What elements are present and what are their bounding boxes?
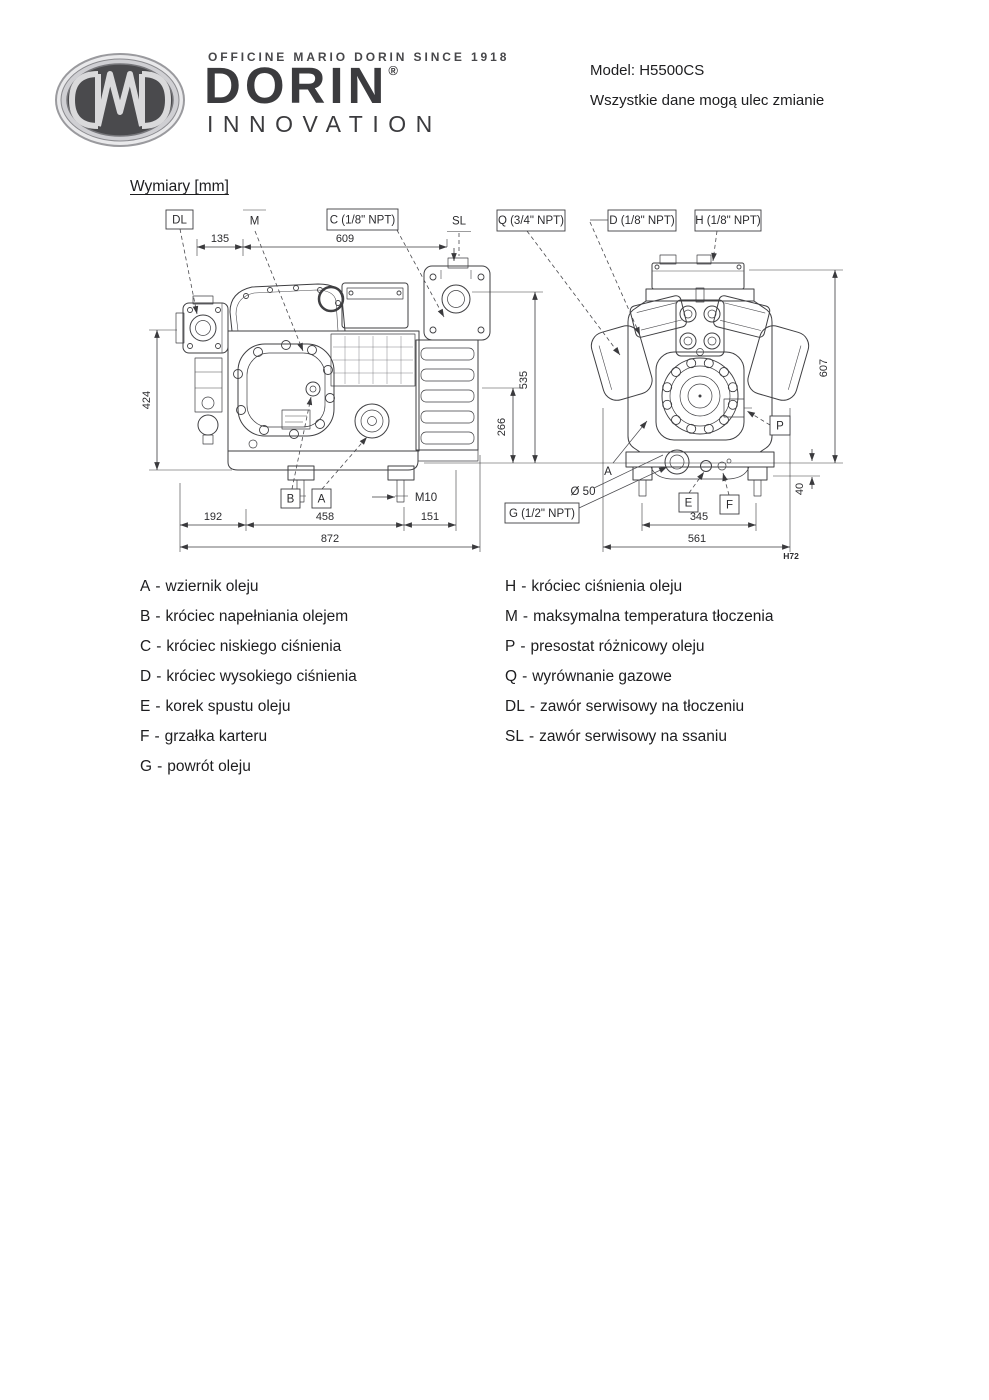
legend-desc: maksymalna temperatura tłoczenia — [533, 608, 774, 625]
brand-text: DORIN — [204, 57, 389, 114]
legend-left-column — [140, 572, 357, 782]
dim-151: 151 — [420, 511, 440, 523]
label-f: F — [725, 499, 734, 512]
legend-desc: króciec niskiego ciśnienia — [166, 638, 342, 655]
legend-item-a — [140, 572, 357, 602]
legend-desc: grzałka karteru — [164, 728, 268, 745]
legend-item-f — [140, 722, 357, 752]
dim-192: 192 — [203, 511, 223, 523]
dim-607: 607 — [818, 358, 830, 378]
legend-separator: - — [155, 698, 161, 715]
legend-item-p — [505, 632, 773, 662]
front-view-drawing — [588, 255, 812, 496]
legend-key: C — [140, 638, 152, 655]
dim-266: 266 — [496, 417, 508, 437]
legend-desc: zawór serwisowy na ssaniu — [539, 728, 727, 745]
legend-item-q — [505, 662, 773, 692]
legend-separator: - — [154, 728, 160, 745]
label-m: M — [249, 215, 260, 228]
label-d: D (1/8" NPT) — [609, 215, 675, 227]
legend-desc: króciec ciśnienia oleju — [531, 578, 683, 595]
legend-separator: - — [157, 758, 163, 775]
model-line: Model: H5500CS — [590, 62, 705, 79]
legend-key: B — [140, 608, 151, 625]
legend-separator: - — [155, 578, 161, 595]
label-dl: DL — [172, 214, 187, 227]
legend-key: A — [140, 578, 151, 595]
label-q: Q (3/4" NPT) — [497, 215, 565, 227]
label-m10: M10 — [414, 492, 438, 504]
legend-key: P — [505, 638, 516, 655]
dim-424: 424 — [141, 390, 153, 410]
disclaimer-line: Wszystkie dane mogą ulec zmianie — [590, 92, 825, 109]
dim-458: 458 — [315, 511, 335, 523]
label-h: H (1/8" NPT) — [695, 215, 761, 227]
dim-561: 561 — [687, 533, 707, 545]
label-p: P — [776, 420, 784, 433]
registered-mark: ® — [388, 63, 398, 78]
legend-item-d — [140, 662, 357, 692]
legend-item-dl — [505, 692, 773, 722]
drawing-ref-code: H72 — [783, 551, 799, 561]
label-c: C (1/8" NPT) — [329, 214, 396, 227]
legend-key: E — [140, 698, 151, 715]
label-sl: SL — [451, 215, 467, 228]
legend-desc: wziernik oleju — [165, 578, 259, 595]
legend-item-sl — [505, 722, 773, 752]
legend-item-b — [140, 602, 357, 632]
legend-separator: - — [520, 638, 526, 655]
legend-separator: - — [155, 608, 161, 625]
label-a-side: A — [317, 493, 326, 506]
dim-609: 609 — [335, 233, 355, 245]
legend-item-e — [140, 692, 357, 722]
label-dia50: Ø 50 — [570, 486, 596, 498]
side-view-drawing — [176, 258, 490, 502]
legend-key: M — [505, 608, 518, 625]
logo-tagline: OFFICINE MARIO DORIN SINCE 1918 — [208, 50, 510, 64]
legend-separator: - — [156, 668, 162, 685]
label-b: B — [286, 493, 295, 506]
section-title: Wymiary [mm] — [130, 178, 229, 195]
legend-separator: - — [529, 698, 535, 715]
legend-desc: króciec wysokiego ciśnienia — [166, 668, 357, 685]
legend-desc: wyrównanie gazowe — [532, 668, 672, 685]
legend-desc: króciec napełniania olejem — [165, 608, 349, 625]
legend-separator: - — [156, 638, 162, 655]
label-e: E — [684, 497, 693, 510]
legend-separator: - — [521, 578, 527, 595]
legend-separator: - — [528, 728, 535, 745]
legend-key: G — [140, 758, 153, 775]
legend-item-m — [505, 602, 773, 632]
legend-key: H — [505, 578, 517, 595]
legend-key: SL — [505, 728, 524, 745]
label-g: G (1/2" NPT) — [508, 508, 576, 520]
legend-key: DL — [505, 698, 525, 715]
dim-872: 872 — [320, 533, 340, 545]
dim-535: 535 — [518, 370, 530, 390]
dim-135: 135 — [210, 233, 230, 245]
legend-desc: presostat różnicowy oleju — [530, 638, 705, 655]
brand-subtitle: INNOVATION — [207, 111, 442, 137]
legend-separator: - — [522, 668, 528, 685]
legend-desc: korek spustu oleju — [165, 698, 291, 715]
legend-desc: powrót oleju — [167, 758, 251, 775]
legend-item-c — [140, 632, 357, 662]
legend-item-g — [140, 752, 357, 782]
legend-desc: zawór serwisowy na tłoczeniu — [540, 698, 745, 715]
legend-key: D — [140, 668, 152, 685]
legend-key: Q — [505, 668, 518, 685]
legend-item-h — [505, 572, 773, 602]
legend-separator: - — [522, 608, 529, 625]
dim-40: 40 — [794, 482, 806, 496]
label-a-front: A — [604, 466, 612, 478]
dim-345: 345 — [689, 511, 709, 523]
legend-right-column — [505, 572, 773, 752]
legend-key: F — [140, 728, 150, 745]
